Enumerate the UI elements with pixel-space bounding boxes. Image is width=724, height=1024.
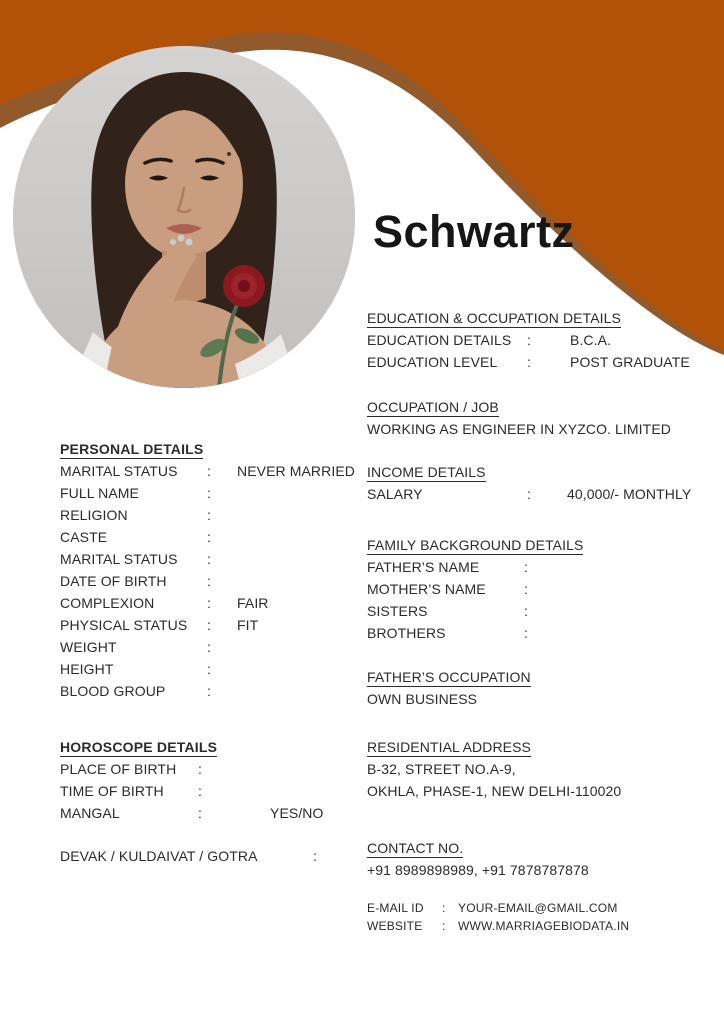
detail-row [60, 570, 365, 592]
field-label: EDUCATION DETAILS [367, 332, 512, 348]
field-label: HEIGHT [60, 661, 114, 677]
section-occupation-job [367, 396, 719, 440]
colon-separator: : [524, 559, 528, 575]
field-label: MARITAL STATUS [60, 463, 178, 479]
field-value: NEVER MARRIED [237, 463, 355, 479]
field-label: FULL NAME [60, 485, 139, 501]
detail-row [367, 899, 719, 917]
colon-separator: : [442, 901, 446, 915]
colon-separator: : [207, 573, 211, 589]
field-label: DEVAK / KULDAIVAT / GOTRA [60, 848, 258, 864]
detail-row [367, 556, 719, 578]
detail-row [367, 351, 719, 373]
colon-separator: : [207, 639, 211, 655]
section-devak-gotra [60, 845, 365, 867]
section-header: FAMILY BACKGROUND DETAILS [367, 537, 584, 553]
field-label: WEBSITE [367, 919, 423, 933]
detail-row [60, 658, 365, 680]
section-rows [367, 899, 719, 935]
field-label: FATHER’S NAME [367, 559, 480, 575]
colon-separator: : [313, 848, 317, 864]
colon-separator: : [198, 761, 202, 777]
text-line: OKHLA, PHASE-1, NEW DELHI-110020 [367, 783, 622, 799]
field-label: SALARY [367, 486, 423, 502]
colon-separator: : [442, 919, 446, 933]
field-label: WEIGHT [60, 639, 117, 655]
colon-separator: : [527, 486, 531, 502]
section-contact-no [367, 837, 719, 881]
section-rows [60, 758, 365, 824]
colon-separator: : [207, 551, 211, 567]
detail-row [367, 622, 719, 644]
field-label: CASTE [60, 529, 108, 545]
colon-separator: : [524, 625, 528, 641]
colon-separator: : [198, 783, 202, 799]
text-line: B-32, STREET NO.A-9, [367, 761, 516, 777]
occupation-text: WORKING AS ENGINEER IN XYZCO. LIMITED [367, 421, 671, 437]
colon-separator: : [198, 805, 202, 821]
detail-row [60, 845, 365, 867]
colon-separator: : [527, 354, 531, 370]
field-label: BLOOD GROUP [60, 683, 166, 699]
field-label: SISTERS [367, 603, 428, 619]
detail-row [60, 592, 365, 614]
phone-numbers: +91 8989898989, +91 7878787878 [367, 862, 589, 878]
section-residential-address [367, 736, 719, 802]
field-value: WWW.MARRIAGEBIODATA.IN [458, 919, 630, 933]
detail-row [60, 460, 365, 482]
field-value: YOUR-EMAIL@GMAIL.COM [458, 901, 618, 915]
field-value: YES/NO [270, 805, 324, 821]
field-label: RELIGION [60, 507, 128, 523]
detail-row [60, 482, 365, 504]
section-rows [60, 845, 365, 867]
profile-photo [13, 46, 355, 388]
section-father-occupation [367, 666, 719, 710]
section-header: EDUCATION & OCCUPATION DETAILS [367, 310, 621, 326]
colon-separator: : [207, 463, 211, 479]
field-label: PHYSICAL STATUS [60, 617, 188, 633]
section-header: OCCUPATION / JOB [367, 399, 499, 415]
colon-separator: : [207, 529, 211, 545]
section-email-website [367, 899, 719, 935]
field-label: BROTHERS [367, 625, 446, 641]
detail-row [60, 802, 365, 824]
detail-row [367, 578, 719, 600]
section-header: PERSONAL DETAILS [60, 441, 204, 457]
detail-row [60, 548, 365, 570]
colon-separator: : [207, 661, 211, 677]
detail-row [60, 504, 365, 526]
section-rows [367, 483, 719, 505]
colon-separator: : [527, 332, 531, 348]
father-occupation-text: OWN BUSINESS [367, 691, 478, 707]
field-label: EDUCATION LEVEL [367, 354, 498, 370]
field-value: FAIR [237, 595, 269, 611]
detail-row [60, 636, 365, 658]
detail-row [367, 600, 719, 622]
field-value: POST GRADUATE [570, 354, 690, 370]
colon-separator: : [524, 581, 528, 597]
field-value: 40,000/- MONTHLY [567, 486, 692, 502]
field-label: MARITAL STATUS [60, 551, 178, 567]
section-header: CONTACT NO. [367, 840, 464, 856]
field-label: COMPLEXION [60, 595, 155, 611]
colon-separator: : [524, 603, 528, 619]
address-lines [367, 758, 719, 802]
colon-separator: : [207, 683, 211, 699]
profile-photo-illustration [13, 46, 355, 388]
section-family-background [367, 534, 719, 644]
colon-separator: : [207, 595, 211, 611]
section-header: HOROSCOPE DETAILS [60, 739, 218, 755]
detail-row [60, 614, 365, 636]
section-header: INCOME DETAILS [367, 464, 486, 480]
section-rows [367, 556, 719, 644]
field-value: FIT [237, 617, 259, 633]
field-label: PLACE OF BIRTH [60, 761, 177, 777]
candidate-name: Schwartz [373, 206, 575, 257]
detail-row [60, 758, 365, 780]
section-rows [60, 460, 365, 702]
field-label: TIME OF BIRTH [60, 783, 164, 799]
field-value: B.C.A. [570, 332, 612, 348]
detail-row [367, 917, 719, 935]
detail-row [367, 329, 719, 351]
colon-separator: : [207, 507, 211, 523]
section-rows [367, 329, 719, 373]
section-header: FATHER’S OCCUPATION [367, 669, 531, 685]
section-education-occupation [367, 307, 719, 373]
section-header: RESIDENTIAL ADDRESS [367, 739, 531, 755]
field-label: MANGAL [60, 805, 120, 821]
field-label: DATE OF BIRTH [60, 573, 167, 589]
detail-row [367, 483, 719, 505]
colon-separator: : [207, 617, 211, 633]
section-personal-details [60, 438, 365, 702]
section-income-details [367, 461, 719, 505]
detail-row [60, 526, 365, 548]
detail-row [60, 780, 365, 802]
field-label: E-MAIL ID [367, 901, 424, 915]
section-horoscope-details [60, 736, 365, 824]
colon-separator: : [207, 485, 211, 501]
detail-row [60, 680, 365, 702]
field-label: MOTHER’S NAME [367, 581, 486, 597]
